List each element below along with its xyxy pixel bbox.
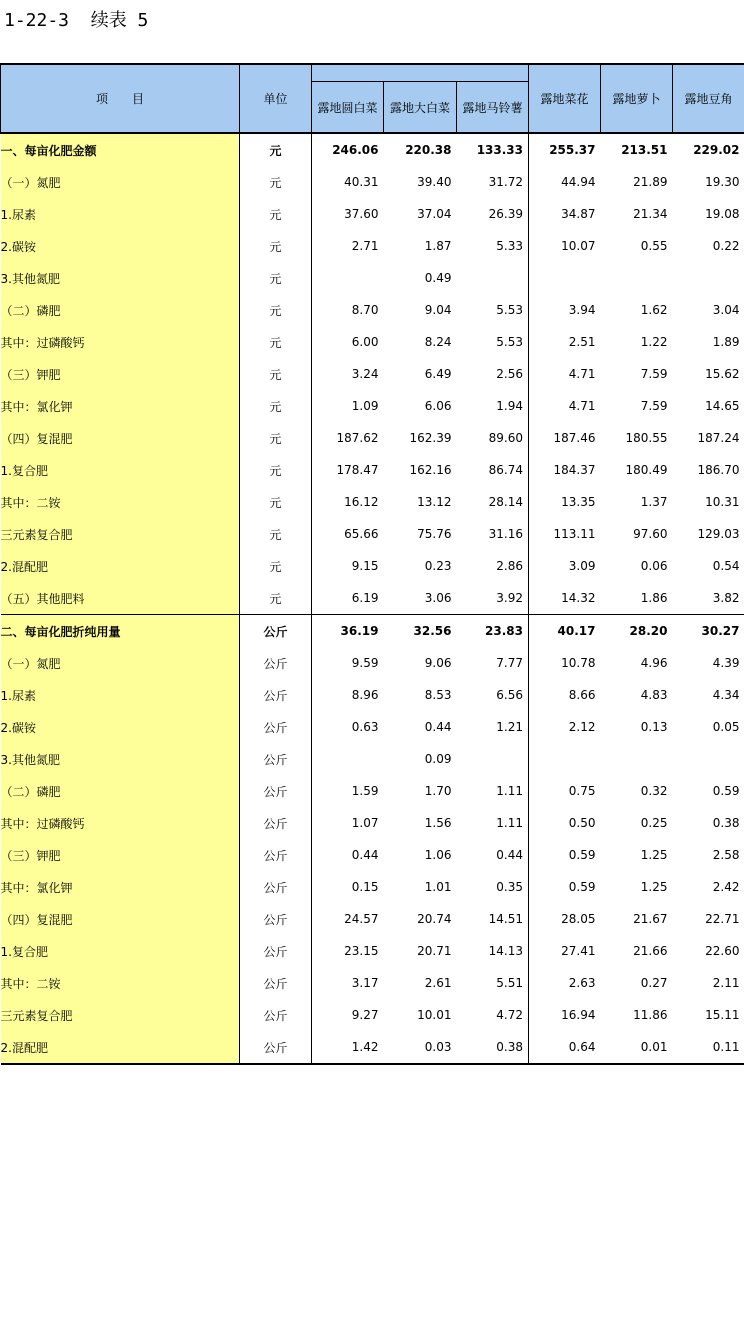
cell-value: 0.55: [640, 239, 668, 253]
row-label: 2.混配肥: [1, 1031, 240, 1064]
cell-value: 3.09: [529, 550, 601, 582]
cell-value: 0.49: [424, 271, 452, 285]
cell-value: 7.59: [640, 367, 668, 381]
cell-value: 246.06: [312, 133, 384, 166]
row-unit: 公斤: [240, 839, 312, 871]
table-row: [1, 711, 744, 743]
header-group-blank: [312, 64, 529, 82]
row-label: 一、每亩化肥金额: [1, 133, 240, 166]
row-label: 1.复合肥: [1, 454, 240, 486]
cell-value: 0.44: [424, 720, 452, 734]
row-label: （三）钾肥: [1, 839, 240, 871]
cell-value: 4.39: [712, 656, 740, 670]
cell-value: 65.66: [312, 518, 384, 550]
row-unit: 元: [240, 133, 312, 166]
cell-value: 187.46: [529, 422, 601, 454]
cell-value: 1.11: [496, 816, 524, 830]
cell-value: 1.89: [712, 335, 740, 349]
row-unit: 公斤: [240, 807, 312, 839]
cell-value: 2.86: [496, 559, 524, 573]
table-row: [1, 871, 744, 903]
row-label: （二）磷肥: [1, 294, 240, 326]
cell-value: 0.27: [640, 976, 668, 990]
cell-value: 14.32: [529, 582, 601, 615]
cell-value: 7.59: [640, 399, 668, 413]
cell-value: 6.00: [312, 326, 384, 358]
cell-value: 16.94: [529, 999, 601, 1031]
cell-value: 220.38: [405, 143, 452, 157]
table-row: [1, 454, 744, 486]
cell-value: 0.09: [424, 752, 452, 766]
cell-value: [457, 743, 529, 775]
cell-value: 6.56: [496, 688, 524, 702]
cell-value: 178.47: [312, 454, 384, 486]
table-row: [1, 133, 744, 166]
cell-value: 2.63: [529, 967, 601, 999]
cell-value: 0.15: [312, 871, 384, 903]
cell-value: 28.14: [488, 495, 524, 509]
cell-value: 0.64: [529, 1031, 601, 1064]
cell-value: 8.66: [529, 679, 601, 711]
header-unit: 单位: [240, 64, 312, 133]
row-unit: 公斤: [240, 679, 312, 711]
cell-value: 14.65: [705, 399, 740, 413]
cell-value: 28.05: [529, 903, 601, 935]
cell-value: 229.02: [693, 143, 740, 157]
cell-value: 36.19: [312, 615, 384, 648]
cell-value: 0.32: [640, 784, 668, 798]
cell-value: 31.72: [488, 175, 524, 189]
table-row: [1, 582, 744, 615]
cell-value: 8.53: [424, 688, 452, 702]
row-unit: 元: [240, 230, 312, 262]
cell-value: 255.37: [529, 133, 601, 166]
row-unit: 元: [240, 166, 312, 198]
cell-value: 0.35: [496, 880, 524, 894]
cell-value: 3.82: [712, 591, 740, 605]
cell-value: 5.53: [496, 303, 524, 317]
cell-value: 2.12: [529, 711, 601, 743]
cell-value: 97.60: [633, 527, 668, 541]
cell-value: 6.19: [312, 582, 384, 615]
table-row: [1, 230, 744, 262]
cell-value: [529, 743, 601, 775]
cell-value: 15.62: [705, 367, 740, 381]
cell-value: 2.51: [529, 326, 601, 358]
row-label: 三元素复合肥: [1, 518, 240, 550]
cell-value: 89.60: [488, 431, 524, 445]
cell-value: 1.21: [496, 720, 524, 734]
row-unit: 公斤: [240, 999, 312, 1031]
table-row: [1, 967, 744, 999]
row-label: （一）氮肥: [1, 166, 240, 198]
cell-value: 21.89: [633, 175, 668, 189]
row-label: （四）复混肥: [1, 903, 240, 935]
cell-value: 186.70: [697, 463, 740, 477]
header-col-3: 露地马铃薯: [457, 82, 529, 134]
table-row: [1, 486, 744, 518]
cell-value: 9.06: [424, 656, 452, 670]
row-label: 1.复合肥: [1, 935, 240, 967]
cell-value: 213.51: [621, 143, 668, 157]
row-unit: 元: [240, 198, 312, 230]
table-row: [1, 743, 744, 775]
row-unit: 公斤: [240, 967, 312, 999]
cell-value: 22.60: [705, 944, 740, 958]
cell-value: 15.11: [705, 1008, 740, 1022]
row-unit: 元: [240, 550, 312, 582]
row-label: 其中：过磷酸钙: [1, 326, 240, 358]
row-label: （五）其他肥料: [1, 582, 240, 615]
row-unit: 元: [240, 582, 312, 615]
row-unit: 元: [240, 422, 312, 454]
row-unit: 元: [240, 262, 312, 294]
row-unit: 公斤: [240, 647, 312, 679]
table-row: [1, 935, 744, 967]
row-unit: 公斤: [240, 615, 312, 648]
cell-value: 187.62: [312, 422, 384, 454]
cell-value: 2.58: [712, 848, 740, 862]
table-row: [1, 390, 744, 422]
cell-value: 40.17: [529, 615, 601, 648]
header-col-1: 露地圆白菜: [312, 82, 384, 134]
cell-value: 3.06: [424, 591, 452, 605]
cell-value: 0.44: [312, 839, 384, 871]
row-unit: 元: [240, 390, 312, 422]
cell-value: 0.03: [384, 1031, 457, 1064]
row-label: 3.其他氮肥: [1, 262, 240, 294]
table-row: [1, 615, 744, 648]
row-label: 1.尿素: [1, 198, 240, 230]
table-body: [1, 133, 744, 1064]
row-label: 1.尿素: [1, 679, 240, 711]
cell-value: 1.11: [496, 784, 524, 798]
cell-value: 0.59: [529, 839, 601, 871]
table-row: [1, 422, 744, 454]
row-unit: 元: [240, 486, 312, 518]
cell-value: 129.03: [697, 527, 740, 541]
cell-value: 27.41: [529, 935, 601, 967]
cell-value: 0.13: [640, 720, 668, 734]
cell-value: 10.07: [529, 230, 601, 262]
row-label: 其中：氯化钾: [1, 390, 240, 422]
page-title: 1-22-3 续表 5: [4, 10, 149, 31]
header-item: 项 目: [1, 64, 240, 133]
cell-value: 34.87: [529, 198, 601, 230]
cell-value: [673, 262, 744, 294]
row-unit: 公斤: [240, 935, 312, 967]
cell-value: 0.01: [601, 1031, 673, 1064]
cell-value: 16.12: [312, 486, 384, 518]
cell-value: 0.38: [457, 1031, 529, 1064]
row-label: 二、每亩化肥折纯用量: [1, 615, 240, 648]
fertilizer-table: [0, 63, 744, 1065]
row-label: 2.混配肥: [1, 550, 240, 582]
cell-value: 10.78: [529, 647, 601, 679]
cell-value: [601, 262, 673, 294]
row-unit: 元: [240, 294, 312, 326]
cell-value: 1.56: [424, 816, 452, 830]
cell-value: 1.37: [640, 495, 668, 509]
cell-value: 0.06: [640, 559, 668, 573]
cell-value: [312, 743, 384, 775]
cell-value: 44.94: [529, 166, 601, 198]
cell-value: 5.33: [496, 239, 524, 253]
cell-value: 10.31: [705, 495, 740, 509]
cell-value: 26.39: [488, 207, 524, 221]
row-label: （三）钾肥: [1, 358, 240, 390]
cell-value: 5.51: [496, 976, 524, 990]
table-row: [1, 1031, 744, 1064]
cell-value: 2.61: [424, 976, 452, 990]
cell-value: 14.13: [488, 944, 524, 958]
row-label: 其中：过磷酸钙: [1, 807, 240, 839]
cell-value: 1.87: [424, 239, 452, 253]
cell-value: 1.94: [496, 399, 524, 413]
cell-value: 4.71: [529, 358, 601, 390]
row-label: （一）氮肥: [1, 647, 240, 679]
cell-value: 0.54: [712, 559, 740, 573]
row-label: （二）磷肥: [1, 775, 240, 807]
cell-value: 24.57: [312, 903, 384, 935]
cell-value: 19.30: [705, 175, 740, 189]
row-label: 2.碳铵: [1, 711, 240, 743]
row-label: 三元素复合肥: [1, 999, 240, 1031]
table-row: [1, 999, 744, 1031]
cell-value: 1.62: [640, 303, 668, 317]
cell-value: 3.17: [312, 967, 384, 999]
cell-value: 8.70: [312, 294, 384, 326]
cell-value: 2.42: [712, 880, 740, 894]
cell-value: 0.75: [529, 775, 601, 807]
cell-value: 11.86: [633, 1008, 668, 1022]
row-unit: 公斤: [240, 1031, 312, 1064]
cell-value: 3.94: [529, 294, 601, 326]
header-col-5: 露地萝卜: [601, 64, 673, 133]
table-row: [1, 358, 744, 390]
table-row: [1, 839, 744, 871]
cell-value: 2.71: [312, 230, 384, 262]
table-row: [1, 647, 744, 679]
cell-value: 4.96: [640, 656, 668, 670]
cell-value: 0.22: [712, 239, 740, 253]
cell-value: 0.11: [673, 1031, 744, 1064]
row-unit: 公斤: [240, 743, 312, 775]
cell-value: 3.04: [712, 303, 740, 317]
cell-value: 9.59: [312, 647, 384, 679]
table-row: [1, 262, 744, 294]
row-unit: 元: [240, 454, 312, 486]
table-header: [1, 64, 744, 133]
table-row: [1, 518, 744, 550]
row-label: 3.其他氮肥: [1, 743, 240, 775]
cell-value: 0.44: [496, 848, 524, 862]
row-label: （四）复混肥: [1, 422, 240, 454]
cell-value: 40.31: [312, 166, 384, 198]
cell-value: 37.60: [312, 198, 384, 230]
cell-value: 162.16: [409, 463, 452, 477]
cell-value: 5.53: [496, 335, 524, 349]
cell-value: 180.49: [625, 463, 668, 477]
cell-value: [601, 743, 673, 775]
cell-value: 75.76: [417, 527, 452, 541]
cell-value: 0.63: [312, 711, 384, 743]
table-row: [1, 775, 744, 807]
row-label: 其中：二铵: [1, 967, 240, 999]
row-unit: 元: [240, 326, 312, 358]
row-unit: 公斤: [240, 711, 312, 743]
cell-value: 8.24: [424, 335, 452, 349]
cell-value: 3.24: [312, 358, 384, 390]
cell-value: 21.34: [633, 207, 668, 221]
table-row: [1, 294, 744, 326]
cell-value: 1.70: [424, 784, 452, 798]
cell-value: 1.59: [312, 775, 384, 807]
cell-value: 0.38: [712, 816, 740, 830]
cell-value: 2.56: [496, 367, 524, 381]
cell-value: 31.16: [488, 527, 524, 541]
cell-value: 162.39: [409, 431, 452, 445]
header-col-2: 露地大白菜: [384, 82, 457, 134]
cell-value: 0.25: [640, 816, 668, 830]
row-unit: 元: [240, 358, 312, 390]
table-row: [1, 903, 744, 935]
row-label: 其中：氯化钾: [1, 871, 240, 903]
table-row: [1, 326, 744, 358]
cell-value: 1.22: [640, 335, 668, 349]
cell-value: 7.77: [496, 656, 524, 670]
header-col-6: 露地豆角: [673, 64, 744, 133]
cell-value: 187.24: [697, 431, 740, 445]
table-row: [1, 550, 744, 582]
cell-value: 1.25: [640, 848, 668, 862]
cell-value: 1.25: [640, 880, 668, 894]
cell-value: 21.67: [633, 912, 668, 926]
cell-value: 10.01: [417, 1008, 452, 1022]
cell-value: 0.59: [529, 871, 601, 903]
cell-value: 13.35: [529, 486, 601, 518]
row-label: 其中：二铵: [1, 486, 240, 518]
cell-value: 4.71: [529, 390, 601, 422]
cell-value: 23.83: [457, 615, 529, 648]
row-unit: 公斤: [240, 775, 312, 807]
cell-value: 1.06: [424, 848, 452, 862]
cell-value: 0.23: [424, 559, 452, 573]
cell-value: 0.59: [712, 784, 740, 798]
cell-value: 19.08: [705, 207, 740, 221]
cell-value: 0.05: [712, 720, 740, 734]
cell-value: 4.34: [712, 688, 740, 702]
cell-value: 23.15: [312, 935, 384, 967]
cell-value: [673, 743, 744, 775]
cell-value: 32.56: [384, 615, 457, 648]
row-unit: 公斤: [240, 903, 312, 935]
cell-value: [312, 262, 384, 294]
cell-value: 9.04: [424, 303, 452, 317]
cell-value: 4.83: [640, 688, 668, 702]
cell-value: 4.72: [496, 1008, 524, 1022]
cell-value: 6.06: [424, 399, 452, 413]
cell-value: 1.07: [312, 807, 384, 839]
row-unit: 元: [240, 518, 312, 550]
table-row: [1, 198, 744, 230]
cell-value: 8.96: [312, 679, 384, 711]
header-col-4: 露地菜花: [529, 64, 601, 133]
row-unit: 公斤: [240, 871, 312, 903]
cell-value: 21.66: [633, 944, 668, 958]
cell-value: 3.92: [496, 591, 524, 605]
cell-value: 37.04: [417, 207, 452, 221]
cell-value: [529, 262, 601, 294]
cell-value: 86.74: [488, 463, 524, 477]
cell-value: 14.51: [488, 912, 524, 926]
cell-value: 1.86: [640, 591, 668, 605]
cell-value: 184.37: [529, 454, 601, 486]
cell-value: 22.71: [705, 912, 740, 926]
cell-value: 1.01: [424, 880, 452, 894]
cell-value: 133.33: [476, 143, 524, 157]
cell-value: 39.40: [417, 175, 452, 189]
table-row: [1, 679, 744, 711]
cell-value: 180.55: [625, 431, 668, 445]
cell-value: 30.27: [673, 615, 744, 648]
cell-value: 0.50: [529, 807, 601, 839]
cell-value: 113.11: [529, 518, 601, 550]
cell-value: 20.74: [417, 912, 452, 926]
cell-value: [457, 262, 529, 294]
table-row: [1, 807, 744, 839]
cell-value: 9.15: [312, 550, 384, 582]
cell-value: 6.49: [424, 367, 452, 381]
cell-value: 1.09: [312, 390, 384, 422]
row-label: 2.碳铵: [1, 230, 240, 262]
cell-value: 20.71: [417, 944, 452, 958]
cell-value: 2.11: [712, 976, 740, 990]
table-row: [1, 166, 744, 198]
cell-value: 9.27: [312, 999, 384, 1031]
cell-value: 1.42: [312, 1031, 384, 1064]
cell-value: 28.20: [601, 615, 673, 648]
cell-value: 13.12: [417, 495, 452, 509]
